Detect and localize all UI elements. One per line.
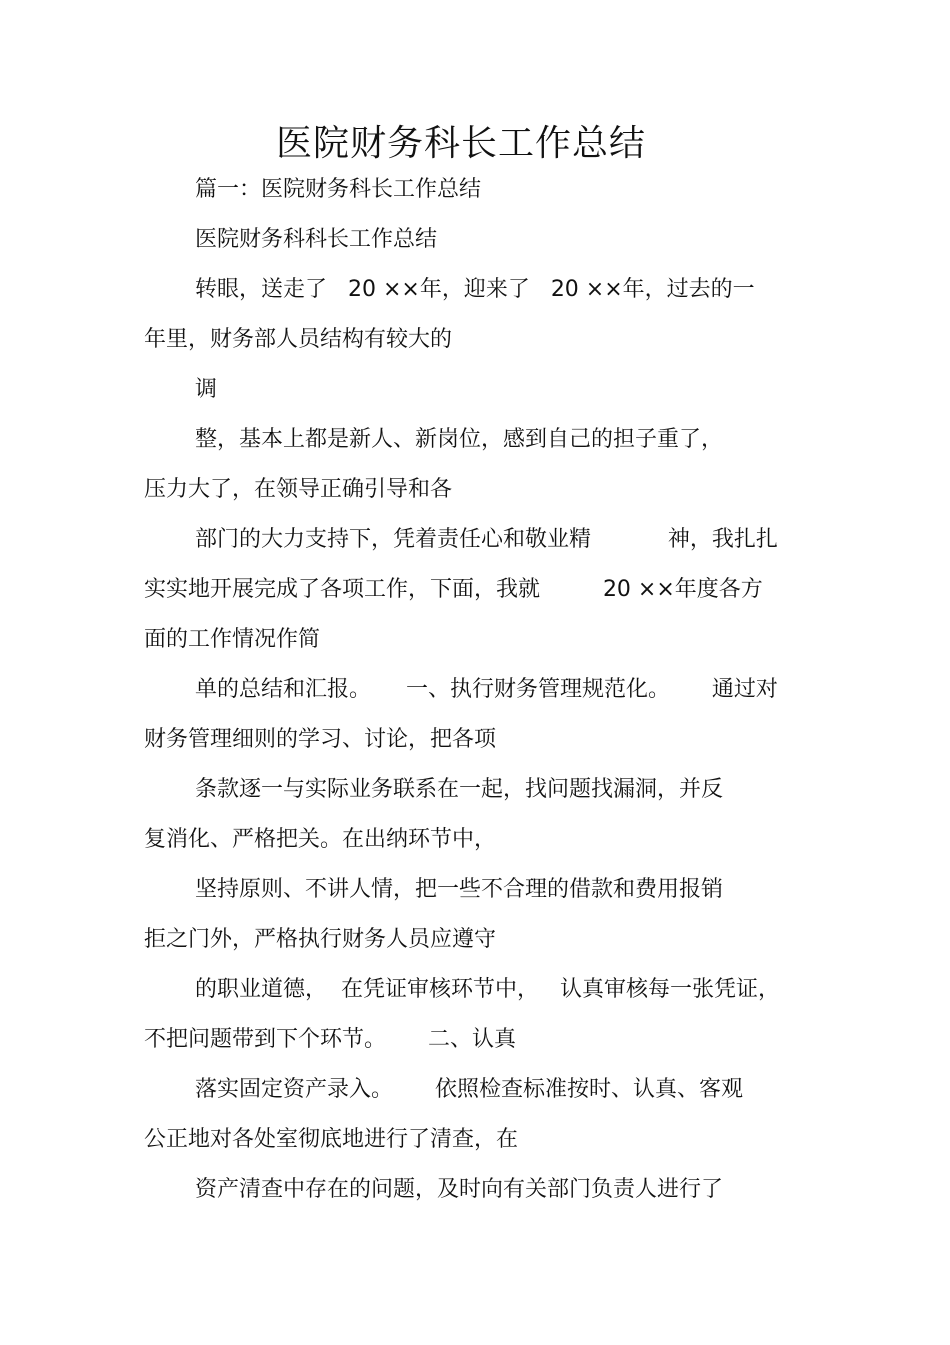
text-line: 复消化、严格把关。在出纳环节中， — [144, 827, 497, 852]
text-line: 医院财务科科长工作总结 — [195, 227, 438, 252]
document-title: 医院财务科长工作总结 — [275, 123, 646, 164]
text-line: 面的工作情况作简 — [144, 627, 321, 652]
text-line: 整，基本上都是新人、新岗位，感到自己的担子重了， — [195, 427, 724, 452]
text-line: 单的总结和汇报。 一、执行财务管理规范化。 通过对 — [195, 677, 778, 702]
text-line: 部门的大力支持下，凭着责任心和敬业精 神，我扎扎 — [195, 527, 778, 552]
text-line: 转眼，送走了 20 ××年，迎来了 20 ××年，过去的一 — [195, 277, 755, 302]
text-line: 坚持原则、不讲人情，把一些不合理的借款和费用报销 — [195, 877, 724, 902]
text-line: 不把问题带到下个环节。 二、认真 — [144, 1027, 516, 1052]
text-line: 拒之门外，严格执行财务人员应遵守 — [144, 927, 497, 952]
text-line: 公正地对各处室彻底地进行了清查，在 — [144, 1127, 519, 1152]
text-line: 落实固定资产录入。 依照检查标准按时、认真、客观 — [195, 1077, 743, 1102]
text-line: 压力大了，在领导正确引导和各 — [144, 477, 453, 502]
text-line: 篇一：医院财务科长工作总结 — [195, 177, 482, 202]
text-line: 的职业道德， 在凭证审核环节中， 认真审核每一张凭证， — [195, 977, 780, 1002]
text-line: 年里，财务部人员结构有较大的 — [144, 327, 453, 352]
text-line: 实实地开展完成了各项工作，下面，我就 20 ××年度各方 — [144, 577, 763, 602]
text-line: 条款逐一与实际业务联系在一起，找问题找漏洞，并反 — [195, 777, 724, 802]
text-line: 资产清查中存在的问题，及时向有关部门负责人进行了 — [195, 1177, 724, 1202]
text-line: 调 — [195, 377, 218, 402]
text-line: 财务管理细则的学习、讨论，把各项 — [144, 727, 497, 752]
